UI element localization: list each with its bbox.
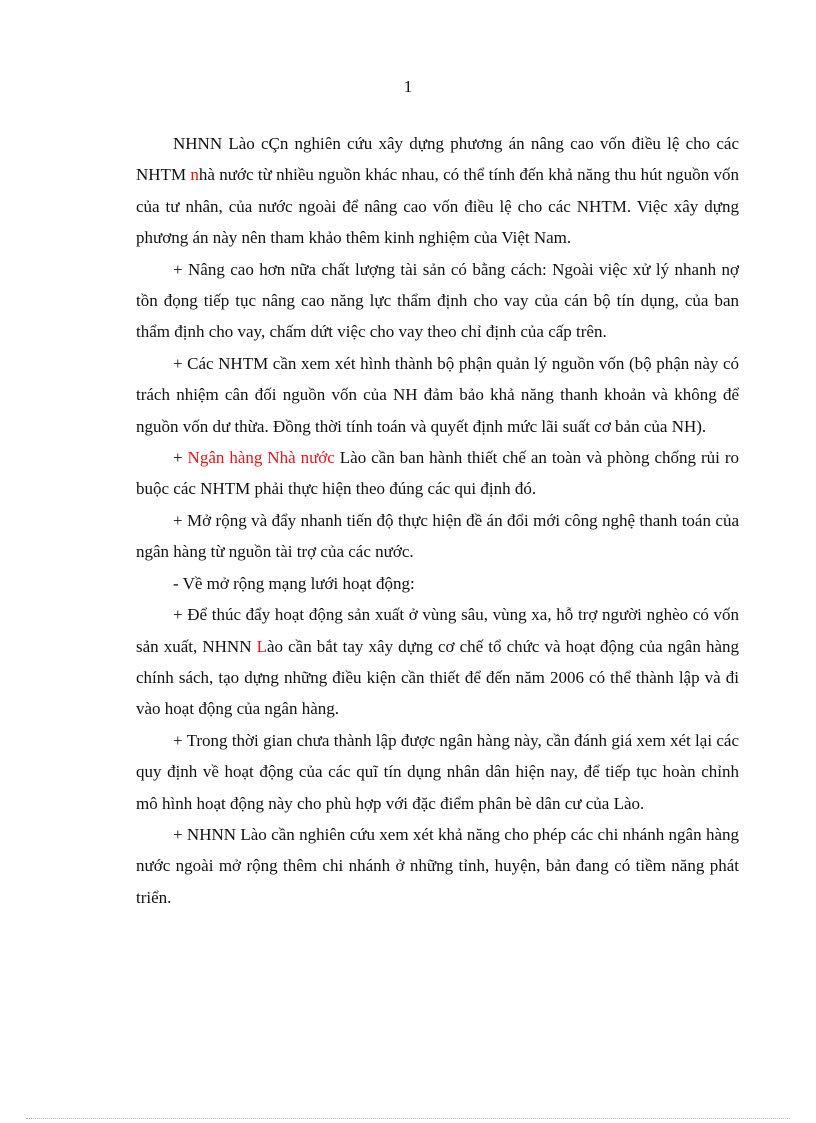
paragraph-payment-technology: + Mở rộng và đẩy nhanh tiến độ thực hiện đề án đổi mới công nghệ thanh toán của ngân hàng từ nguồn tài trợ của các nước. xyxy=(136,510,739,562)
paragraph-text: ào cần bắt tay xây dựng cơ chế tổ chức và hoạt động của ngân hàng chính sách, tạo dựng những điều kiện cần thiết để đến năm 2006 có thể thành lập và đi vào hoạt động của ngân hàng. xyxy=(136,636,739,719)
paragraph-text: NHNN Lào cÇn nghiên cứu xây dựng phương án nâng cao vốn điều lệ cho các NHTM xyxy=(136,134,739,185)
highlighted-text: L xyxy=(256,636,267,656)
paragraph-asset-quality: + Nâng cao hơn nữa chất lượng tài sản có bằng cách: Ngoài việc xử lý nhanh nợ tồn đọng tiếp tục nâng cao năng lực thẩm định cho vay của cán bộ tín dụng, của ban thẩm định cho vay, chấm dứt việc cho vay theo chỉ định của cấp trên. xyxy=(136,259,739,342)
paragraph-text: hà nước từ nhiều nguồn khác nhau, có thể tính đến khả năng thu hút nguồn vốn của tư nhân, của nước ngoài để nâng cao vốn điều lệ cho các NHTM. Việc xây dựng phương án này nên tham khảo thêm kinh nghiệm của Việt Nam. xyxy=(136,165,739,248)
document-body xyxy=(136,128,739,913)
page-bottom-border xyxy=(26,1118,790,1119)
paragraph-credit-funds: + Trong thời gian chưa thành lập được ngân hàng này, cần đánh giá xem xét lại các quy định về hoạt động của các quĩ tín dụng nhân dân hiện nay, để tiếp tục hoàn chỉnh mô hình hoạt động này cho phù hợp với đặc điểm phân bè dân cư của Lào. xyxy=(136,730,739,813)
paragraph-capital-increase xyxy=(136,128,739,254)
paragraph-foreign-branches: + NHNN Lào cần nghiên cứu xem xét khả năng cho phép các chi nhánh ngân hàng nước ngoài mở rộng thêm chi nhánh ở những tỉnh, huyện, bản đang có tiềm năng phát triển. xyxy=(136,824,739,907)
highlighted-text: n xyxy=(190,165,199,185)
paragraph-text: Lào cần ban hành thiết chế an toàn và phòng chống rủi ro buộc các NHTM phải thực hiện theo đúng các qui định đó. xyxy=(136,448,739,499)
paragraph-text: + xyxy=(173,448,188,468)
paragraph-fund-management: + Các NHTM cần xem xét hình thành bộ phận quản lý nguồn vốn (bộ phận này có trách nhiệm cân đối nguồn vốn của NH đảm bảo khả năng thanh khoản và không để nguồn vốn dư thừa. Đồng thời tính toán và quyết định mức lãi suất cơ bản của NH). xyxy=(136,353,739,436)
highlighted-text: Ngân hàng Nhà nước xyxy=(187,448,335,468)
paragraph-policy-bank xyxy=(136,599,739,725)
paragraph-state-bank-regulation xyxy=(136,442,739,505)
page-number: 1 xyxy=(403,77,413,96)
paragraph-network-heading: - Về mở rộng mạng lưới hoạt động: xyxy=(173,573,415,593)
paragraph-text: + Để thúc đẩy hoạt động sản xuất ở vùng sâu, vùng xa, hỗ trợ người nghèo có vốn sản xuất, NHNN xyxy=(136,605,739,656)
